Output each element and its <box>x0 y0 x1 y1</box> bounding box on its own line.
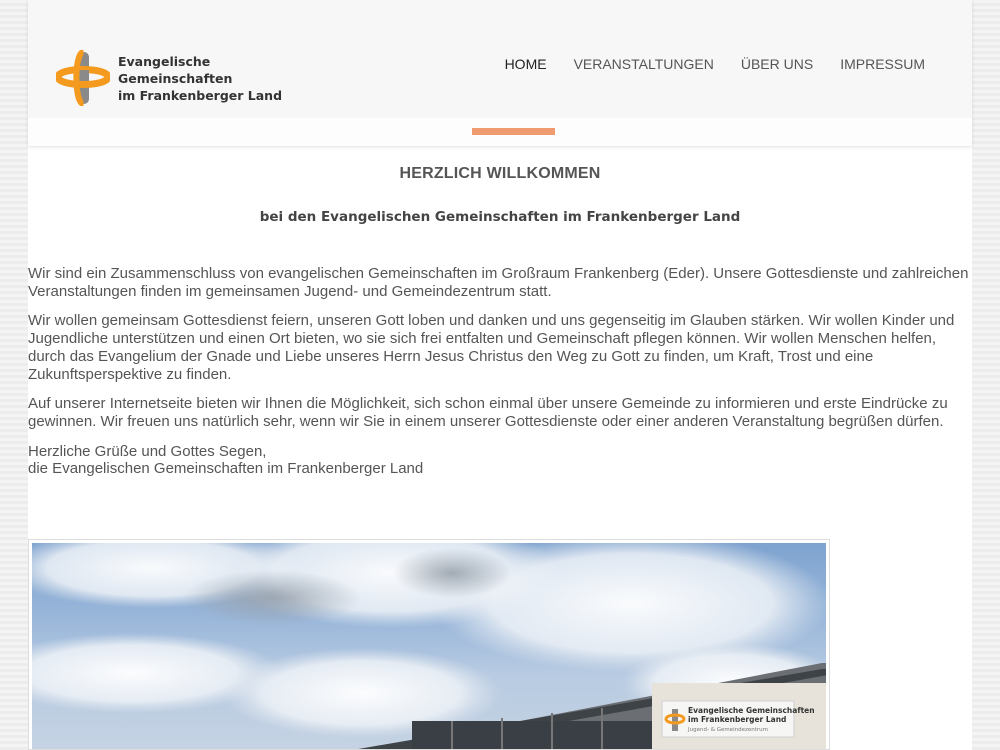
site-header <box>28 0 972 146</box>
building-photo <box>28 539 830 750</box>
closing-greeting <box>28 443 972 478</box>
sky-and-building-illustration <box>32 543 826 750</box>
nav-item-home[interactable]: HOME <box>504 56 547 72</box>
sign-text-line1: Evangelische Gemeinschaften <box>688 706 815 715</box>
intro-paragraph: Auf unserer Internetseite bieten wir Ihnen die Möglichkeit, sich schon einmal über unsere Gemeinde zu informieren und erste Eindrücke zu gewinnen. Wir freuen uns natürlich sehr, wenn wir Sie in einem unserer Gottesdienste oder einer anderen Veranstaltung begrüßen dürfen. <box>28 395 948 430</box>
active-nav-indicator <box>472 128 555 135</box>
nav-item-ueber-uns[interactable]: ÜBER UNS <box>740 56 814 72</box>
main-navigation <box>505 56 925 72</box>
sign-text-line2: im Frankenberger Land <box>688 715 787 724</box>
site-logo[interactable] <box>56 50 316 106</box>
logo-text-line2: im Frankenberger Land <box>118 87 283 103</box>
intro-paragraph: Wir wollen gemeinsam Gottesdienst feiern, unseren Gott loben und danken und uns gegenseitig im Glauben stärken. Wir wollen Kinder und Jugendliche unterstützen und einen Ort bieten, wo sie sich frei entfalten und Gemeinschaft pflegen können. Wir wollen Menschen helfen, durch das Evangelium der Gnade und Liebe unseres Herrn Jesus Christus den Weg zu Gott zu finden, um Kraft, Trost und eine Zukunftsperspektive zu finden. <box>28 312 955 383</box>
logo-text <box>118 53 316 104</box>
cross-logo-icon <box>56 50 110 106</box>
main-content <box>28 146 972 490</box>
side-texture-left <box>0 0 28 750</box>
nav-item-impressum[interactable]: IMPRESSUM <box>840 56 925 72</box>
page-subtitle: bei den Evangelischen Gemeinschaften im Frankenberger Land <box>259 209 741 225</box>
intro-text <box>28 265 972 478</box>
logo-text-line1: Evangelische Gemeinschaften <box>118 53 233 86</box>
intro-paragraph: Wir sind ein Zusammenschluss von evangelischen Gemeinschaften im Großraum Frankenberg (Eder). Unsere Gottesdienste und zahlreichen Veranstaltungen finden im gemeinsamen Jugend- und Gemeindezentrum statt. <box>28 265 969 300</box>
building-photo-image <box>32 543 826 750</box>
closing-line-1: Herzliche Grüße und Gottes Segen, <box>28 442 267 460</box>
side-texture-right <box>972 0 1000 750</box>
page-title: HERZLICH WILLKOMMEN <box>399 165 601 182</box>
sign-text-line3: Jugend- & Gemeindezentrum <box>688 727 769 733</box>
nav-item-veranstaltungen[interactable]: VERANSTALTUNGEN <box>573 56 714 72</box>
closing-line-2: die Evangelischen Gemeinschaften im Frankenberger Land <box>28 460 424 478</box>
